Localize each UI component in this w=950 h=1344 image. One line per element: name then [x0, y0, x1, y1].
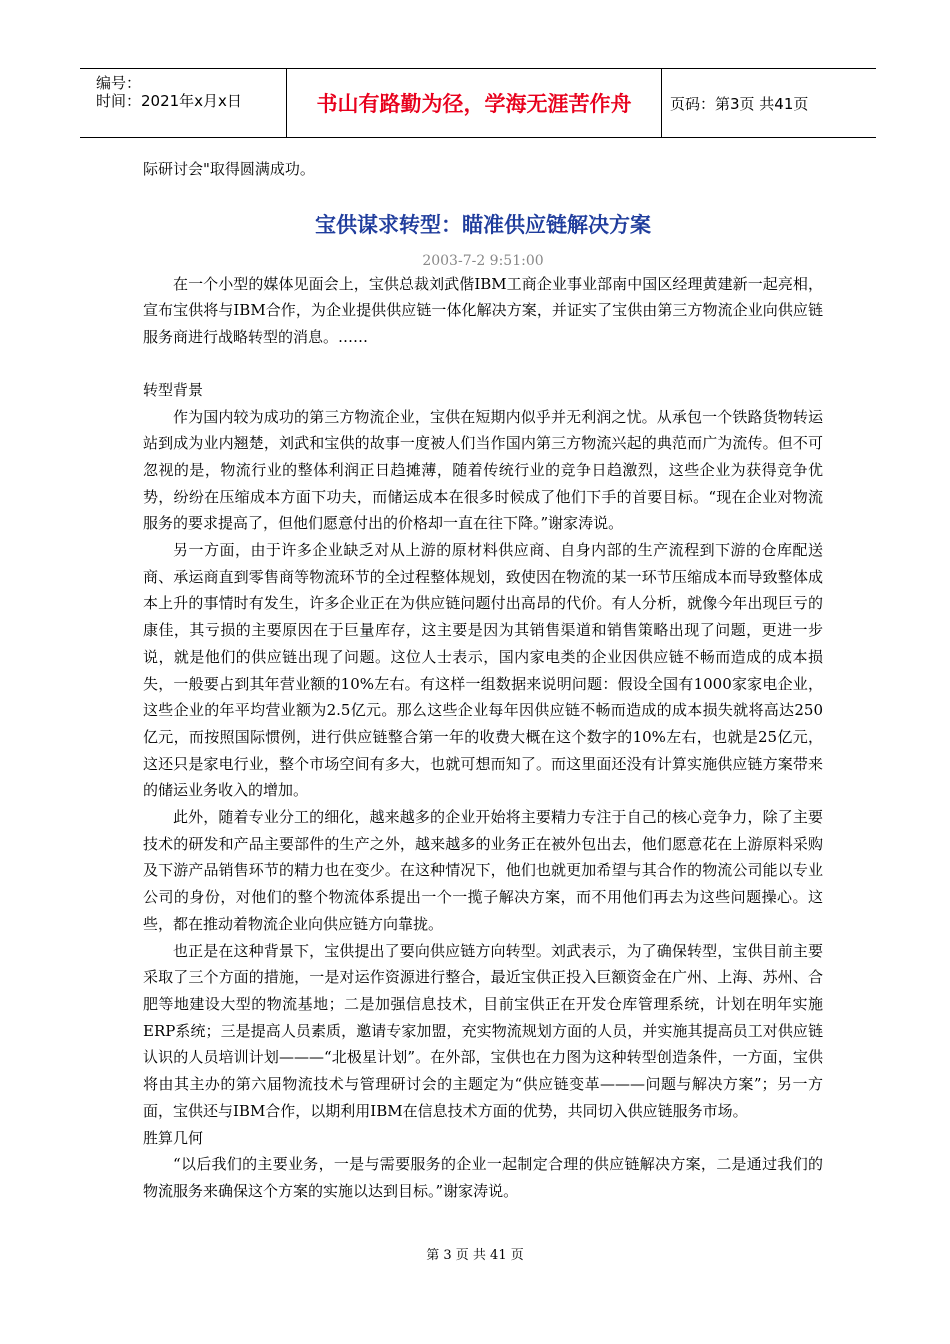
body-paragraph: 作为国内较为成功的第三方物流企业，宝供在短期内似乎并无利润之忧。从承包一个铁路货物转运站到成为业内翘楚，刘武和宝供的故事一度被人们当作国内第三方物流兴起的典范而广为流传。但不可忽视的是，物流行业的整体利润正日趋摊薄，随着传统行业的竞争日趋激烈，这些企业为获得竞争优势，纷纷在压缩成本方面下功夫，而储运成本在很多时候成了他们下手的首要目标。“现在企业对物流服务的要求提高了，但他们愿意付出的价格却一直在往下降。”谢家涛说。 [143, 407, 823, 533]
body-paragraph: 也正是在这种背景下，宝供提出了要向供应链方向转型。刘武表示，为了确保转型，宝供目前主要采取了三个方面的措施，一是对运作资源进行整合，最近宝供正投入巨额资金在广州、上海、苏州、合肥等地建设大型的物流基地；二是加强信息技术，目前宝供正在开发仓库管理系统，计划在明年实施ERP系统；三是提高人员素质，邀请专家加盟，充实物流规划方面的人员，并实施其提高员工对供应链认识的人员培训计划———“北极星计划”。在外部，宝供也在力图为这种转型创造条件，一方面，宝供将由其主办的第六届物流技术与管理研讨会的主题定为“供应链变革———问题与解决方案”；另一方面，宝供还与IBM合作，以期利用IBM在信息技术方面的优势，共同切入供应链服务市场。 [143, 941, 823, 1120]
page-footer: 第 3 页 共 41 页 [426, 1248, 524, 1263]
paragraph-gap [143, 351, 823, 377]
body-paragraph: “以后我们的主要业务，一是与需要服务的企业一起制定合理的供应链解决方案，二是通过我们的物流服务来确保这个方案的实施以达到目标。”谢家涛说。 [143, 1155, 823, 1200]
section-heading-background: 转型背景 [143, 380, 204, 399]
header-page-info: 页码：第3页 共41页 [670, 94, 809, 113]
header-meta [80, 69, 286, 137]
continuation-text: 际研讨会"取得圆满成功。 [143, 160, 315, 178]
document-body [143, 156, 823, 1205]
body-paragraph: 此外，随着专业分工的细化，越来越多的企业开始将主要精力专注于自己的核心竞争力，除了主要技术的研发和产品主要部件的生产之外，越来越多的业务正在被外包出去，他们愿意花在上游原料采购及下游产品销售环节的精力也在变少。在这种情况下，他们也就更加希望与其合作的物流公司能以专业公司的身份，对他们的整个物流体系提出一个一揽子解决方案，而不用他们再去为这些问题操心。这些，都在推动着物流企业向供应链方向靠拢。 [143, 808, 823, 933]
header-motto: 书山有路勤为径，学海无涯苦作舟 [286, 69, 662, 137]
body-paragraph: 另一方面，由于许多企业缺乏对从上游的原材料供应商、自身内部的生产流程到下游的仓库配送商、承运商直到零售商等物流环节的全过程整体规划，致使因在物流的某一环节压缩成本而导致整体成本上升的事情时有发生，许多企业正在为供应链问题付出高昂的代价。有人分析，就像今年出现巨亏的康佳，其亏损的主要原因在于巨量库存，这主要是因为其销售渠道和销售策略出现了问题，更进一步说，就是他们的供应链出现了问题。这位人士表示，国内家电类的企业因供应链不畅而造成的成本损失，一般要占到其年营业额的10%左右。有这样一组数据来说明问题：假设全国有1000家家电企业，这些企业的年平均营业额为2.5亿元。那么这些企业每年因供应链不畅而造成的成本损失就将高达250亿元，而按照国际惯例，进行供应链整合第一年的收费大概在这个数字的10%左右，也就是25亿元，这还只是家电行业，整个市场空间有多大，也就可想而知了。而这里面还没有计算实施供应链方案带来的储运业务收入的增加。 [143, 541, 823, 800]
page-header [80, 68, 876, 138]
article-lead: 在一个小型的媒体见面会上，宝供总裁刘武偕IBM工商企业事业部南中国区经理黄建新一起亮相，宣布宝供将与IBM合作，为企业提供供应链一体化解决方案，并证实了宝供由第三方物流企业向供应链服务商进行战略转型的消息。…… [143, 274, 823, 347]
serial-label: 编号： [96, 74, 142, 92]
time-label: 时间：2021年x月x日 [96, 92, 242, 110]
article-title: 宝供谋求转型：瞄准供应链解决方案 [315, 212, 651, 237]
article-date: 2003-7-2 9:51:00 [422, 252, 544, 269]
section-heading-odds: 胜算几何 [143, 1128, 204, 1147]
